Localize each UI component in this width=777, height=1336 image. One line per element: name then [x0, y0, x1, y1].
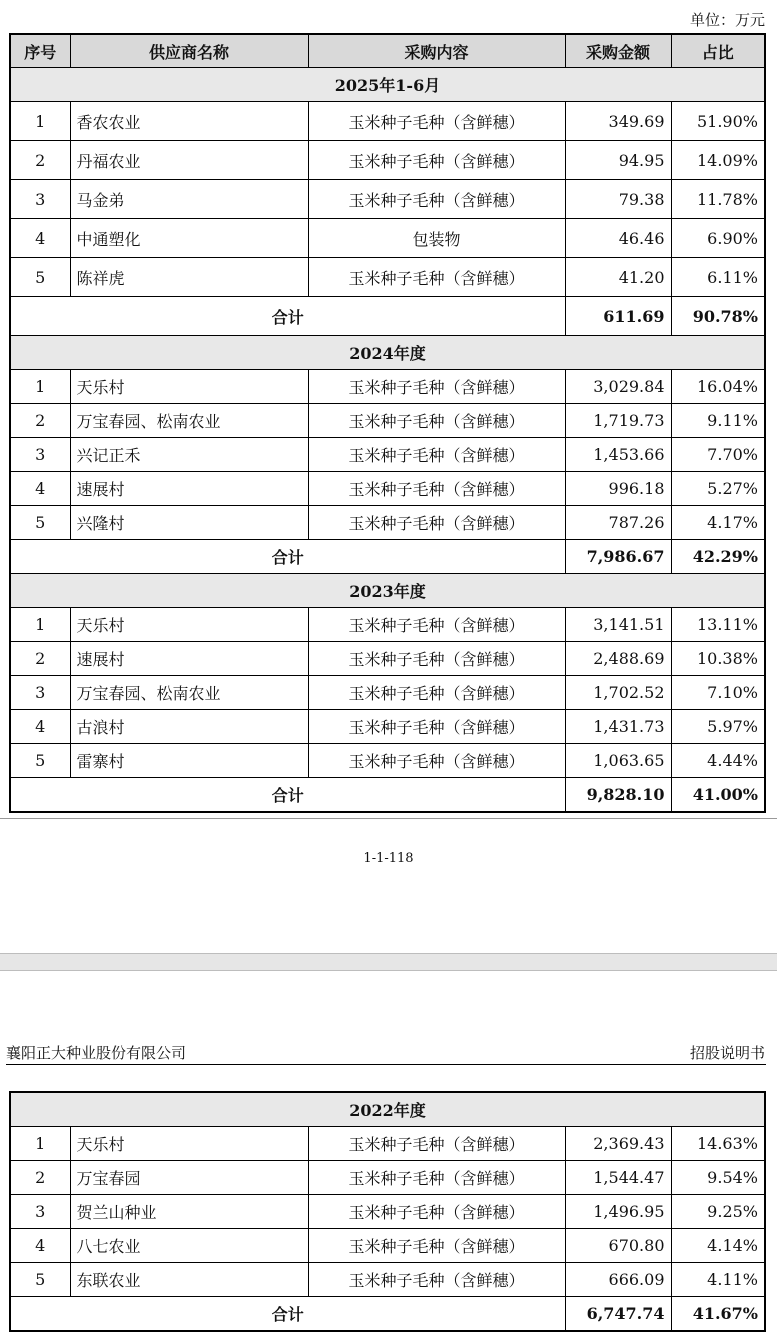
supplier-name: 陈祥虎	[70, 258, 308, 297]
purchase-amount: 1,544.47	[565, 1161, 671, 1195]
purchase-amount: 1,063.65	[565, 744, 671, 778]
company-name: 襄阳正大种业股份有限公司	[6, 1044, 187, 1062]
total-amount: 6,747.74	[565, 1297, 671, 1332]
row-number: 2	[10, 1161, 70, 1195]
total-label: 合计	[10, 297, 565, 336]
table-row	[10, 744, 765, 778]
purchase-content: 玉米种子毛种（含鲜穗）	[308, 1229, 565, 1263]
purchase-ratio: 9.11%	[671, 404, 765, 438]
total-ratio: 41.00%	[671, 778, 765, 813]
row-number: 1	[10, 102, 70, 141]
total-row	[10, 778, 765, 813]
purchase-content: 玉米种子毛种（含鲜穗）	[308, 506, 565, 540]
period-label: 2023年度	[10, 574, 765, 608]
total-ratio: 41.67%	[671, 1297, 765, 1332]
table-row	[10, 1127, 765, 1161]
supplier-name: 雷寨村	[70, 744, 308, 778]
period-label: 2022年度	[10, 1092, 765, 1127]
total-label: 合计	[10, 540, 565, 574]
period-row	[10, 336, 765, 370]
purchase-ratio: 4.14%	[671, 1229, 765, 1263]
purchase-content: 玉米种子毛种（含鲜穗）	[308, 141, 565, 180]
table-row	[10, 102, 765, 141]
purchase-ratio: 5.27%	[671, 472, 765, 506]
purchase-content: 玉米种子毛种（含鲜穗）	[308, 438, 565, 472]
purchase-content: 玉米种子毛种（含鲜穗）	[308, 102, 565, 141]
col-header-amount: 采购金额	[565, 34, 671, 68]
purchase-amount: 79.38	[565, 180, 671, 219]
row-number: 3	[10, 180, 70, 219]
purchase-ratio: 6.90%	[671, 219, 765, 258]
supplier-name: 马金弟	[70, 180, 308, 219]
purchase-ratio: 7.10%	[671, 676, 765, 710]
purchase-amount: 996.18	[565, 472, 671, 506]
purchase-amount: 1,719.73	[565, 404, 671, 438]
purchase-amount: 1,431.73	[565, 710, 671, 744]
row-number: 3	[10, 438, 70, 472]
row-number: 5	[10, 258, 70, 297]
purchase-amount: 1,496.95	[565, 1195, 671, 1229]
purchase-content: 玉米种子毛种（含鲜穗）	[308, 710, 565, 744]
supplier-table-page1	[9, 33, 766, 813]
total-label: 合计	[10, 778, 565, 813]
purchase-content: 玉米种子毛种（含鲜穗）	[308, 404, 565, 438]
purchase-content: 玉米种子毛种（含鲜穗）	[308, 744, 565, 778]
table-row	[10, 1263, 765, 1297]
purchase-amount: 787.26	[565, 506, 671, 540]
row-number: 2	[10, 642, 70, 676]
table-row	[10, 1161, 765, 1195]
row-number: 2	[10, 141, 70, 180]
row-number: 4	[10, 1229, 70, 1263]
purchase-ratio: 9.54%	[671, 1161, 765, 1195]
supplier-name: 天乐村	[70, 608, 308, 642]
row-number: 1	[10, 1127, 70, 1161]
purchase-content: 玉米种子毛种（含鲜穗）	[308, 642, 565, 676]
col-header-no: 序号	[10, 34, 70, 68]
page-separator	[0, 953, 777, 971]
total-row	[10, 540, 765, 574]
total-ratio: 42.29%	[671, 540, 765, 574]
purchase-amount: 1,702.52	[565, 676, 671, 710]
table-row	[10, 180, 765, 219]
period-label: 2024年度	[10, 336, 765, 370]
table-row	[10, 370, 765, 404]
row-number: 5	[10, 506, 70, 540]
row-number: 4	[10, 710, 70, 744]
purchase-content: 玉米种子毛种（含鲜穗）	[308, 1263, 565, 1297]
supplier-name: 中通塑化	[70, 219, 308, 258]
table-row	[10, 1195, 765, 1229]
supplier-name: 香农农业	[70, 102, 308, 141]
supplier-name: 天乐村	[70, 370, 308, 404]
purchase-ratio: 4.11%	[671, 1263, 765, 1297]
purchase-content: 玉米种子毛种（含鲜穗）	[308, 1161, 565, 1195]
total-amount: 9,828.10	[565, 778, 671, 813]
purchase-amount: 1,453.66	[565, 438, 671, 472]
purchase-amount: 3,029.84	[565, 370, 671, 404]
page-bottom-border	[0, 818, 777, 819]
row-number: 3	[10, 1195, 70, 1229]
purchase-content: 玉米种子毛种（含鲜穗）	[308, 472, 565, 506]
purchase-content: 玉米种子毛种（含鲜穗）	[308, 676, 565, 710]
supplier-name: 丹福农业	[70, 141, 308, 180]
purchase-content: 玉米种子毛种（含鲜穗）	[308, 1195, 565, 1229]
purchase-amount: 2,369.43	[565, 1127, 671, 1161]
row-number: 3	[10, 676, 70, 710]
total-amount: 7,986.67	[565, 540, 671, 574]
supplier-name: 万宝春园	[70, 1161, 308, 1195]
period-row	[10, 1092, 765, 1127]
purchase-ratio: 51.90%	[671, 102, 765, 141]
purchase-ratio: 14.63%	[671, 1127, 765, 1161]
purchase-amount: 666.09	[565, 1263, 671, 1297]
purchase-content: 玉米种子毛种（含鲜穗）	[308, 258, 565, 297]
supplier-name: 古浪村	[70, 710, 308, 744]
table-row	[10, 506, 765, 540]
row-number: 1	[10, 608, 70, 642]
purchase-ratio: 16.04%	[671, 370, 765, 404]
table-row	[10, 608, 765, 642]
table-row	[10, 642, 765, 676]
supplier-name: 东联农业	[70, 1263, 308, 1297]
purchase-ratio: 4.44%	[671, 744, 765, 778]
supplier-name: 贺兰山种业	[70, 1195, 308, 1229]
total-row	[10, 1297, 765, 1332]
purchase-content: 玉米种子毛种（含鲜穗）	[308, 180, 565, 219]
row-number: 2	[10, 404, 70, 438]
table-row	[10, 472, 765, 506]
total-label: 合计	[10, 1297, 565, 1332]
table-row	[10, 676, 765, 710]
purchase-ratio: 5.97%	[671, 710, 765, 744]
purchase-amount: 670.80	[565, 1229, 671, 1263]
total-amount: 611.69	[565, 297, 671, 336]
supplier-name: 天乐村	[70, 1127, 308, 1161]
supplier-name: 兴隆村	[70, 506, 308, 540]
table-row	[10, 404, 765, 438]
period-row	[10, 574, 765, 608]
table-row	[10, 141, 765, 180]
supplier-name: 万宝春园、松南农业	[70, 404, 308, 438]
total-ratio: 90.78%	[671, 297, 765, 336]
table-row	[10, 258, 765, 297]
supplier-name: 万宝春园、松南农业	[70, 676, 308, 710]
table-row	[10, 438, 765, 472]
purchase-ratio: 7.70%	[671, 438, 765, 472]
purchase-content: 玉米种子毛种（含鲜穗）	[308, 608, 565, 642]
total-row	[10, 297, 765, 336]
purchase-content: 玉米种子毛种（含鲜穗）	[308, 370, 565, 404]
supplier-name: 速展村	[70, 472, 308, 506]
purchase-ratio: 11.78%	[671, 180, 765, 219]
purchase-amount: 3,141.51	[565, 608, 671, 642]
period-row	[10, 68, 765, 102]
period-label: 2025年1-6月	[10, 68, 765, 102]
purchase-amount: 2,488.69	[565, 642, 671, 676]
col-header-ratio: 占比	[671, 34, 765, 68]
purchase-content: 包装物	[308, 219, 565, 258]
row-number: 4	[10, 219, 70, 258]
purchase-amount: 46.46	[565, 219, 671, 258]
purchase-ratio: 13.11%	[671, 608, 765, 642]
supplier-table-page2	[9, 1091, 766, 1332]
table-header-row	[10, 34, 765, 68]
table-row	[10, 710, 765, 744]
header-rule	[6, 1064, 766, 1065]
purchase-amount: 94.95	[565, 141, 671, 180]
row-number: 1	[10, 370, 70, 404]
col-header-content: 采购内容	[308, 34, 565, 68]
row-number: 4	[10, 472, 70, 506]
table-row	[10, 219, 765, 258]
supplier-name: 速展村	[70, 642, 308, 676]
purchase-ratio: 6.11%	[671, 258, 765, 297]
purchase-ratio: 10.38%	[671, 642, 765, 676]
unit-label: 单位：万元	[689, 11, 765, 29]
col-header-supplier: 供应商名称	[70, 34, 308, 68]
purchase-ratio: 4.17%	[671, 506, 765, 540]
page-number: 1-1-118	[363, 851, 414, 866]
purchase-amount: 41.20	[565, 258, 671, 297]
purchase-ratio: 14.09%	[671, 141, 765, 180]
document-type: 招股说明书	[689, 1044, 765, 1062]
purchase-content: 玉米种子毛种（含鲜穗）	[308, 1127, 565, 1161]
supplier-name: 八七农业	[70, 1229, 308, 1263]
row-number: 5	[10, 1263, 70, 1297]
purchase-ratio: 9.25%	[671, 1195, 765, 1229]
purchase-amount: 349.69	[565, 102, 671, 141]
table-row	[10, 1229, 765, 1263]
supplier-name: 兴记正禾	[70, 438, 308, 472]
row-number: 5	[10, 744, 70, 778]
